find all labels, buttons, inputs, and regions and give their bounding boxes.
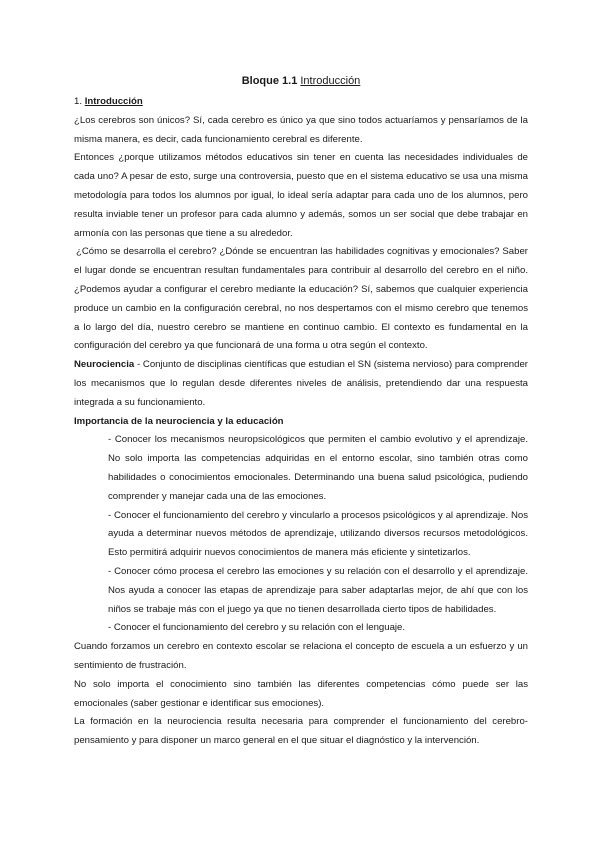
- section-label: Introducción: [84, 96, 143, 107]
- importance-list: [74, 431, 528, 638]
- list-item: - Conocer el funcionamiento del cerebro y vincularlo a procesos psicológicos y al aprendizaje. Nos ayuda a determinar nuevos métodos de aprendizaje, utilizando diversos recursos metodológicos. Esto permitirá adquirir nuevos conocimientos de manera más eficiente y sintetizarlos.: [108, 509, 528, 559]
- section-number: 1.: [74, 96, 83, 107]
- title-block-number: Bloque 1.1: [241, 75, 298, 87]
- paragraph-educational-methods: Entonces ¿porque utilizamos métodos educativos sin tener en cuenta las necesidades individuales de cada uno? A pesar de esto, surge una controversia, puesto que en el sistema educativo se usa una misma metodología para todos los alumnos por igual, lo ideal sería adaptar para cada uno de los alumnos, pero resulta inviable tener un profesor para cada alumno y además, somos un ser social que debe trabajar en armonía con las personas que tiene a su alrededor.: [74, 152, 528, 239]
- page-title: [74, 72, 528, 92]
- section-heading: [74, 93, 528, 112]
- list-item: - Conocer cómo procesa el cerebro las emociones y su relación con el desarrollo y el aprendizaje. Nos ayuda a conocer las etapas de aprendizaje para saber adaptarlas mejor, de ahí que con los niños se trabaje más con el juego ya que no tienen desarrollada cierto tipos de habilidades.: [108, 565, 528, 615]
- paragraph-unique-brains: ¿Los cerebros son únicos? Sí, cada cerebro es único ya que sino todos actuaríamos y pensaríamos de la misma manera, es decir, cada funcionamiento cerebral es diferente.: [74, 114, 528, 145]
- paragraph-competencies: No solo importa el conocimiento sino también las diferentes competencias cómo puede ser las emocionales (saber gestionar e identificar sus emociones).: [74, 678, 528, 709]
- paragraph-school-frustration: Cuando forzamos un cerebro en contexto escolar se relaciona el concepto de escuela a un esfuerzo y un sentimiento de frustración.: [74, 641, 528, 671]
- paragraph-brain-development: ¿Cómo se desarrolla el cerebro? ¿Dónde se encuentran las habilidades cognitivas y emocionales? Saber el lugar donde se encuentran resultan fundamentales para contribuir al desarrollo del cerebro en el niño. ¿Podemos ayudar a configurar el cerebro mediante la educación? Sí, sabemos que cualquier experiencia produce un cambio en la configuración cerebral, no nos despertamos con el mismo cerebro que tenemos a lo largo del día, nuestro cerebro se mantiene en continuo cambio. El contexto es fundamental en la configuración del cerebro ya que funcionará de una forma u otra según el contexto.: [74, 246, 528, 352]
- neuroscience-definition-text: - Conjunto de disciplinas científicas que estudian el SN (sistema nervioso) para comprender los mecanismos que lo regulan desde diferentes niveles de análisis, pretendiendo dar una respuesta integrada a su funcionamiento.: [74, 359, 528, 408]
- importance-heading: Importancia de la neurociencia y la educación: [74, 415, 284, 427]
- paragraph-neuroscience-training: La formación en la neurociencia resulta necesaria para comprender el funcionamiento del cerebro-pensamiento y para disponer un marco general en el que situar el diagnóstico y la intervención.: [74, 716, 528, 747]
- title-topic: Introducción: [300, 75, 361, 87]
- list-item: - Conocer el funcionamiento del cerebro y su relación con el lenguaje.: [108, 622, 406, 634]
- list-item: - Conocer los mecanismos neuropsicológicos que permiten el cambio evolutivo y el aprendizaje. No solo importa las competencias adquiridas en el entorno escolar, sino también otras como habilidades o conocimientos emocionales. Determinando una buena salud psicológica, pudiendo comprender y manejar cada una de las emociones.: [108, 434, 528, 502]
- neuroscience-term: Neurociencia: [74, 359, 135, 371]
- paragraph-neuroscience-definition: [74, 356, 528, 412]
